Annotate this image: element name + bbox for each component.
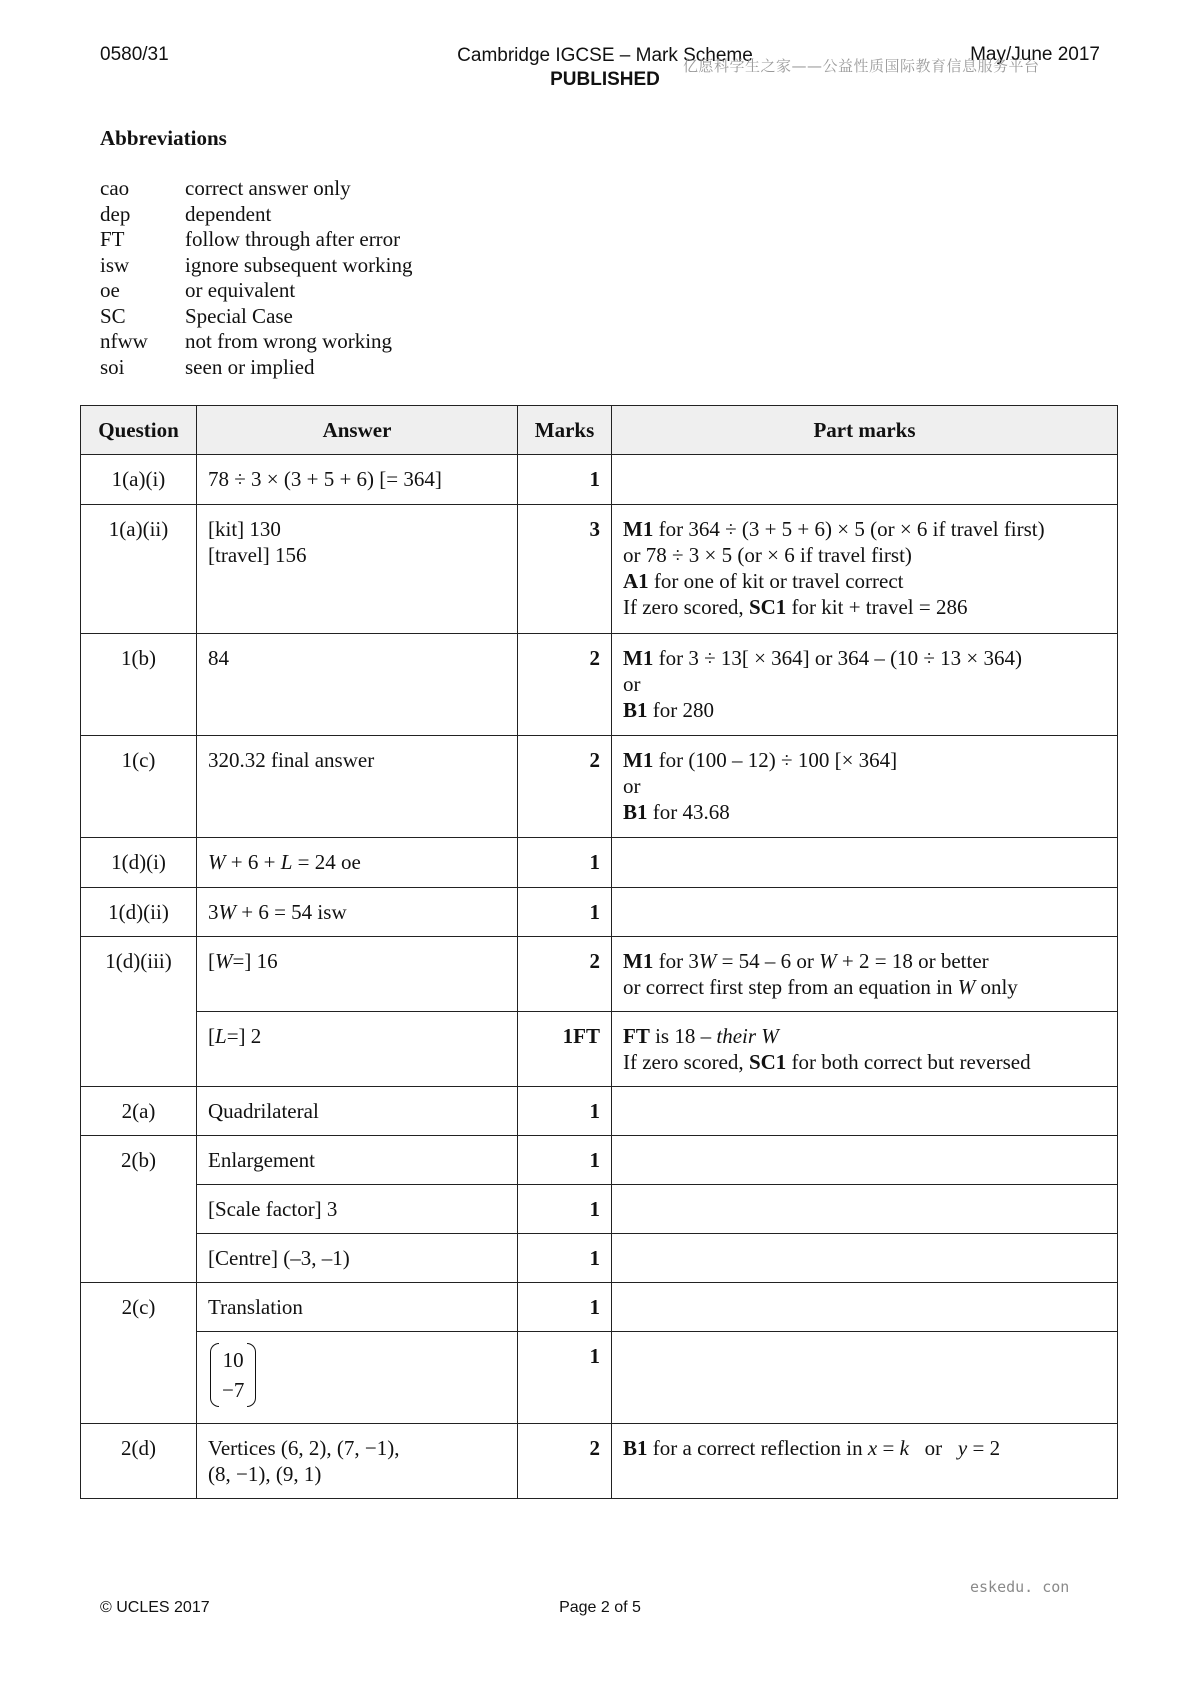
answer-line: (8, −1), (9, 1) xyxy=(208,1462,322,1486)
abbreviation-code: FT xyxy=(100,227,125,251)
abbreviation-code: cao xyxy=(100,176,130,200)
abbreviation-code: oe xyxy=(100,278,120,302)
marks-cell: 3 xyxy=(518,505,612,634)
abbreviation-code: dep xyxy=(100,201,131,226)
mark-code: M1 xyxy=(623,517,654,541)
question-number: 1(a)(ii) xyxy=(81,505,197,634)
question-number: 2(d) xyxy=(81,1424,197,1499)
table-row xyxy=(81,838,1118,888)
document-title: Cambridge IGCSE – Mark Scheme xyxy=(457,45,753,66)
variable: W xyxy=(218,900,236,924)
abbreviation-item xyxy=(100,304,412,330)
table-row xyxy=(81,1424,1118,1499)
marks-column-header: Marks xyxy=(518,406,612,455)
table-row xyxy=(81,1087,1118,1136)
part-mark-text: + 2 = 18 or better xyxy=(836,949,989,973)
abbreviation-item xyxy=(100,329,412,355)
table-row xyxy=(81,1012,1118,1087)
answer-cell: Enlargement xyxy=(197,1136,518,1185)
mark-code: B1 xyxy=(623,800,648,824)
question-number: 2(b) xyxy=(81,1136,197,1283)
answer-cell: 320.32 final answer xyxy=(197,736,518,838)
marks-cell: 2 xyxy=(518,736,612,838)
part-mark-text: for one of kit or travel correct xyxy=(648,569,904,593)
marks-cell: 1 xyxy=(518,1087,612,1136)
table-row xyxy=(81,937,1118,1012)
answer-cell: [Centre] (–3, –1) xyxy=(197,1234,518,1283)
marks-cell: 2 xyxy=(518,634,612,736)
variable: k xyxy=(899,1436,909,1460)
answer-text: + 6 + xyxy=(225,850,281,874)
question-number: 1(b) xyxy=(81,634,197,736)
part-mark-text: for (100 – 12) ÷ 100 [× 364] xyxy=(653,748,898,772)
part-mark-line xyxy=(623,594,1106,620)
abbreviation-item xyxy=(100,227,412,253)
part-mark-line xyxy=(623,948,1106,974)
answer-column-header: Answer xyxy=(197,406,518,455)
part-mark-line xyxy=(623,645,1106,671)
part-mark-line: or xyxy=(623,774,641,798)
abbreviation-meaning: follow through after error xyxy=(185,227,401,251)
answer-cell: [Scale factor] 3 xyxy=(197,1185,518,1234)
table-row xyxy=(81,1185,1118,1234)
answer-cell: Translation xyxy=(197,1283,518,1332)
part-marks-cell xyxy=(612,1185,1118,1234)
mark-scheme-table xyxy=(80,405,1118,1499)
question-number: 1(d)(iii) xyxy=(81,937,197,1087)
table-row xyxy=(81,1332,1118,1424)
question-number: 1(d)(i) xyxy=(81,838,197,888)
marks-cell: 1 xyxy=(518,1332,612,1424)
part-marks-cell xyxy=(612,455,1118,505)
part-marks-cell xyxy=(612,736,1118,838)
answer-cell xyxy=(197,1332,518,1424)
part-mark-text: for a correct reflection in xyxy=(647,1436,868,1460)
mark-code: B1 xyxy=(623,1436,648,1460)
part-mark-text: = 54 – 6 or xyxy=(716,949,820,973)
abbreviation-meaning: correct answer only xyxy=(185,176,351,200)
part-mark-text: for kit + travel = 286 xyxy=(786,595,968,619)
part-mark-line xyxy=(623,516,1106,542)
mark-code: SC1 xyxy=(748,1050,787,1074)
answer-line: [travel] 156 xyxy=(208,543,307,567)
table-row xyxy=(81,1283,1118,1332)
abbreviation-meaning: Special Case xyxy=(185,303,293,328)
part-mark-text: or correct first step from an equation in xyxy=(623,975,958,999)
variable: L xyxy=(215,1024,227,1048)
mark-code: M1 xyxy=(623,748,654,772)
part-marks-cell xyxy=(612,937,1118,1012)
part-mark-text: = xyxy=(877,1436,900,1460)
part-marks-cell xyxy=(612,1234,1118,1283)
question-number: 2(c) xyxy=(81,1283,197,1424)
column-vector xyxy=(208,1343,258,1407)
part-marks-cell xyxy=(612,1283,1118,1332)
answer-text: + 6 = 54 isw xyxy=(236,900,347,924)
table-row xyxy=(81,888,1118,937)
part-mark-italic: their W xyxy=(716,1024,779,1048)
question-number: 1(a)(i) xyxy=(81,455,197,505)
table-header-row xyxy=(81,406,1118,455)
part-mark-text: for 3 xyxy=(653,949,699,973)
part-mark-line xyxy=(623,1023,1106,1049)
marks-cell: 1 xyxy=(518,838,612,888)
mark-code: SC1 xyxy=(748,595,787,619)
variable: x xyxy=(867,1436,878,1460)
part-mark-text: is 18 – xyxy=(649,1024,717,1048)
answer-text: =] 2 xyxy=(226,1024,262,1048)
answer-cell xyxy=(197,1012,518,1087)
part-marks-cell xyxy=(612,505,1118,634)
vector-bottom: −7 xyxy=(222,1378,245,1402)
abbreviation-meaning: seen or implied xyxy=(185,354,315,379)
abbreviations-list xyxy=(100,176,412,380)
part-marks-cell xyxy=(612,1332,1118,1424)
part-mark-text: only xyxy=(975,975,1018,999)
site-watermark: eskedu. con xyxy=(970,1578,1070,1596)
answer-text: [ xyxy=(208,949,215,973)
mark-code: A1 xyxy=(623,569,649,593)
abbreviation-code: SC xyxy=(100,303,126,328)
question-column-header: Question xyxy=(81,406,197,455)
part-mark-line: or xyxy=(623,672,641,696)
variable: L xyxy=(280,850,293,874)
part-mark-text: for both correct but reversed xyxy=(786,1050,1031,1074)
abbreviation-code: nfww xyxy=(100,329,148,353)
table-row xyxy=(81,505,1118,634)
page-number: Page 2 of 5 xyxy=(559,1599,641,1616)
part-marks-cell xyxy=(612,888,1118,937)
answer-cell: 84 xyxy=(197,634,518,736)
marks-cell: 1 xyxy=(518,1283,612,1332)
mark-code: M1 xyxy=(623,949,654,973)
part-mark-line xyxy=(623,974,1106,1000)
part-mark-text: for 3 ÷ 13[ × 364] or 364 – (10 ÷ 13 × 364) xyxy=(653,646,1023,670)
part-marks-cell xyxy=(612,1012,1118,1087)
marks-cell: 1FT xyxy=(518,1012,612,1087)
part-marks-cell xyxy=(612,634,1118,736)
answer-cell xyxy=(197,1424,518,1499)
variable: W xyxy=(819,949,837,973)
table-row xyxy=(81,1136,1118,1185)
table-row xyxy=(81,634,1118,736)
abbreviation-meaning: or equivalent xyxy=(185,278,296,302)
answer-cell xyxy=(197,838,518,888)
part-mark-text: for 364 ÷ (3 + 5 + 6) × 5 (or × 6 if travel first) xyxy=(653,517,1045,541)
exam-session: May/June 2017 xyxy=(970,44,1100,65)
answer-cell xyxy=(197,505,518,634)
abbreviation-item xyxy=(100,253,412,279)
abbreviation-meaning: ignore subsequent working xyxy=(185,252,413,277)
answer-cell: Quadrilateral xyxy=(197,1087,518,1136)
part-mark-line xyxy=(623,747,1106,773)
marks-cell: 2 xyxy=(518,1424,612,1499)
question-number: 1(d)(ii) xyxy=(81,888,197,937)
answer-cell xyxy=(197,937,518,1012)
table-row xyxy=(81,455,1118,505)
table-row xyxy=(81,1234,1118,1283)
answer-text: 3 xyxy=(208,900,219,924)
abbreviation-meaning: not from wrong working xyxy=(185,329,393,353)
variable: y xyxy=(957,1436,968,1460)
watermark-text: 亿愿科学生之家——公益性质国际教育信息服务平台 xyxy=(683,57,1040,75)
abbreviation-item xyxy=(100,202,412,228)
part-marks-cell xyxy=(612,838,1118,888)
marks-cell: 2 xyxy=(518,937,612,1012)
part-marks-column-header: Part marks xyxy=(612,406,1118,455)
abbreviation-item xyxy=(100,355,412,381)
marks-cell: 1 xyxy=(518,455,612,505)
published-label: PUBLISHED xyxy=(550,69,660,90)
answer-cell: 78 ÷ 3 × (3 + 5 + 6) [= 364] xyxy=(197,455,518,505)
variable: W xyxy=(208,850,226,874)
answer-text: =] 16 xyxy=(232,949,278,973)
marks-cell: 1 xyxy=(518,1234,612,1283)
variable: W xyxy=(698,949,717,973)
abbreviations-heading: Abbreviations xyxy=(100,126,227,150)
part-marks-cell xyxy=(612,1087,1118,1136)
paper-code: 0580/31 xyxy=(100,44,169,65)
part-mark-text: If zero scored, xyxy=(623,595,749,619)
answer-line: [kit] 130 xyxy=(208,517,281,541)
table-row xyxy=(81,736,1118,838)
answer-line: Vertices (6, 2), (7, −1), xyxy=(208,1436,400,1460)
mark-code: M1 xyxy=(623,646,654,670)
part-mark-line xyxy=(623,568,1106,594)
abbreviation-meaning: dependent xyxy=(185,201,272,226)
abbreviation-code: soi xyxy=(100,354,125,379)
mark-code: FT xyxy=(623,1024,650,1048)
marks-cell: 1 xyxy=(518,1185,612,1234)
answer-text: [ xyxy=(208,1024,215,1048)
copyright-notice: © UCLES 2017 xyxy=(100,1599,210,1616)
mark-code: B1 xyxy=(623,698,648,722)
part-mark-line xyxy=(623,697,1106,723)
part-mark-text: for 280 xyxy=(647,698,715,722)
answer-text: = 24 oe xyxy=(292,850,361,874)
marks-cell: 1 xyxy=(518,1136,612,1185)
abbreviation-item xyxy=(100,176,412,202)
question-number: 2(a) xyxy=(81,1087,197,1136)
part-mark-line: or 78 ÷ 3 × 5 (or × 6 if travel first) xyxy=(623,543,912,567)
abbreviation-code: isw xyxy=(100,252,130,277)
part-mark-text: = 2 xyxy=(967,1436,1001,1460)
marks-cell: 1 xyxy=(518,888,612,937)
part-mark-text: for 43.68 xyxy=(647,800,730,824)
variable: W xyxy=(957,975,976,999)
part-mark-text: If zero scored, xyxy=(623,1050,749,1074)
part-marks-cell xyxy=(612,1136,1118,1185)
answer-cell xyxy=(197,888,518,937)
question-number: 1(c) xyxy=(81,736,197,838)
part-mark-line xyxy=(623,799,1106,825)
abbreviation-item xyxy=(100,278,412,304)
part-mark-line xyxy=(623,1049,1106,1075)
vector-top: 10 xyxy=(222,1348,244,1372)
part-mark-text: or xyxy=(908,1436,958,1460)
part-marks-cell xyxy=(612,1424,1118,1499)
variable: W xyxy=(215,949,233,973)
